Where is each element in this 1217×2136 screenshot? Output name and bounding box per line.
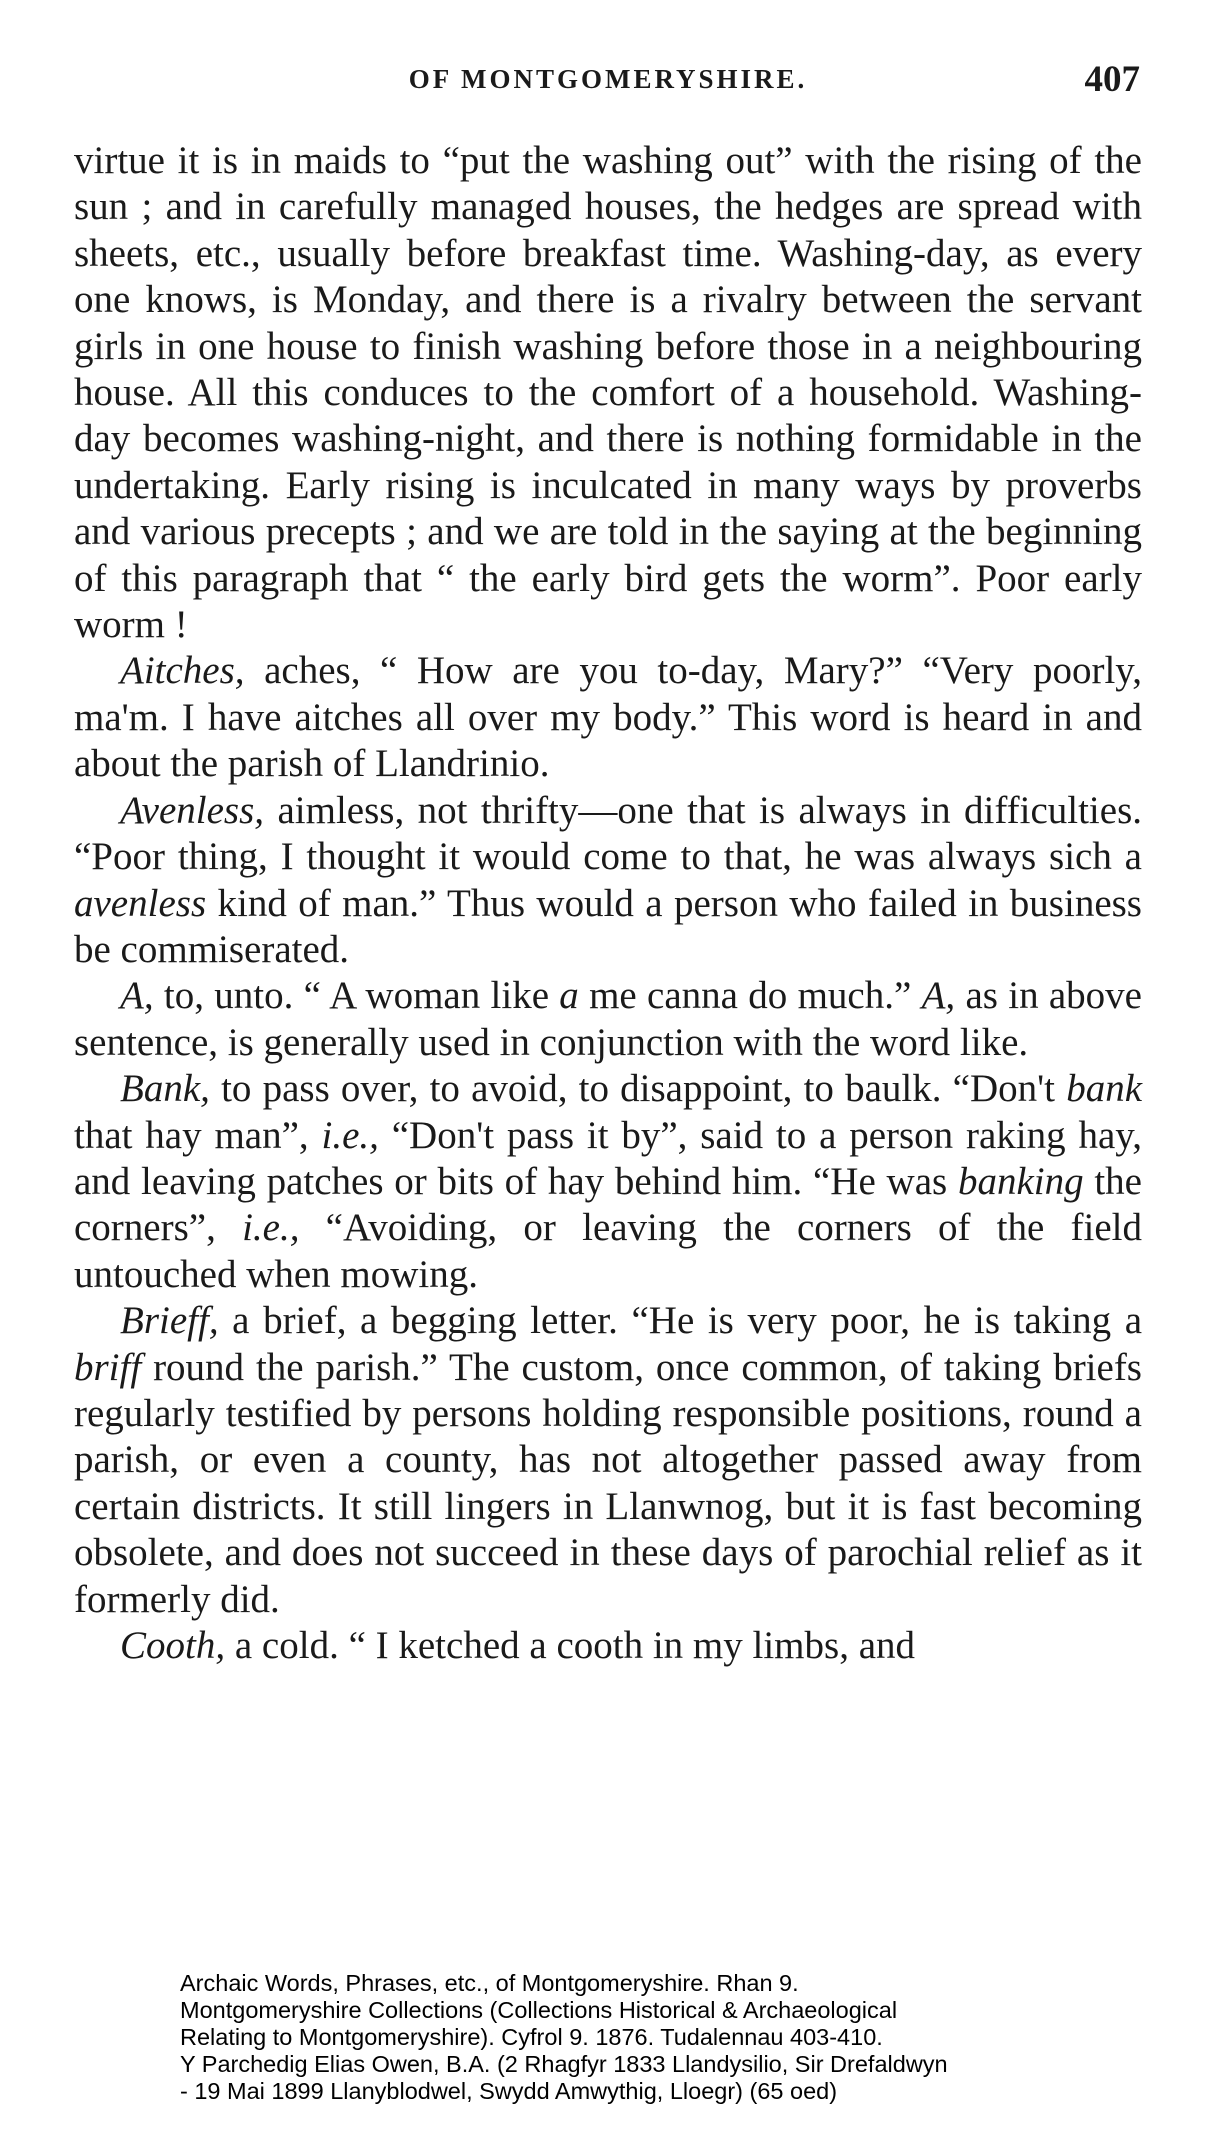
entry-aitches-text: aches, “ How are you to-day, Mary?” “Very poorly, ma'm. I have aitches all over my body.” This word is heard in and about the parish of Llandrinio. <box>74 649 1142 786</box>
entry-bank-text-b: that hay man”, <box>74 1113 322 1157</box>
entry-brieff-text-b: round the parish.” The custom, once common, of taking briefs regularly testified by persons holding responsible positions, round a parish, or even a county, has not altogether passed away from certain districts. It still lingers in Llanwnog, but it is fast becoming obsolete, and does not succeed in these days of parochial relief as it formerly did. <box>74 1345 1142 1621</box>
entry-a-italic: a <box>559 974 579 1018</box>
entry-bank-text-c: “Don't pass it by”, said to a person raking hay, and leaving patches or bits of hay behind him. “He was <box>74 1113 1142 1203</box>
entry-bank <box>74 1066 1142 1298</box>
entry-avenless-text-b: kind of man.” Thus would a person who failed in business be commiserated. <box>74 881 1142 971</box>
headword-aitches: Aitches, <box>120 649 245 693</box>
entry-avenless-italic: avenless <box>74 881 207 925</box>
entry-a-text-c: as in above sentence, is generally used in conjunction with the word like. <box>74 974 1142 1064</box>
source-caption <box>180 1970 1200 2105</box>
entry-cooth <box>74 1623 1142 1669</box>
source-caption-line-3: Relating to Montgomeryshire). Cyfrol 9. 1876. Tudalennau 403-410. <box>180 2024 883 2050</box>
headword-bank: Bank, <box>120 1067 210 1111</box>
body-text <box>74 138 1142 1669</box>
entry-bank-text-a: to pass over, to avoid, to disappoint, to baulk. “Don't <box>209 1067 1067 1111</box>
entry-bank-text-e: “Avoiding, or leaving the corners of the field untouched when mowing. <box>74 1206 1142 1296</box>
source-caption-line-2: Montgomeryshire Collections (Collections Historical & Archaeological <box>180 1997 898 2023</box>
entry-a <box>74 973 1142 1066</box>
entry-avenless <box>74 788 1142 974</box>
entry-bank-ie-2: i.e., <box>242 1206 300 1250</box>
entry-bank-text-d: the corners”, <box>74 1159 1142 1250</box>
headword-avenless: Avenless, <box>120 788 265 832</box>
running-title: OF MONTGOMERYSHIRE. <box>408 64 808 94</box>
headword-brieff: Brieff, <box>120 1299 219 1343</box>
entry-cooth-text: a cold. “ I ketched a cooth in my limbs, and <box>225 1624 915 1667</box>
entry-bank-italic-banking: banking <box>957 1159 1084 1203</box>
headword-a-repeat: A, <box>921 974 956 1018</box>
entry-brieff-italic: briff <box>74 1345 142 1389</box>
source-caption-line-5: - 19 Mai 1899 Llanyblodwel, Swydd Amwythig, Lloegr) (65 oed) <box>180 2078 838 2104</box>
entry-aitches <box>74 648 1142 787</box>
headword-a: A, <box>120 974 154 1018</box>
entry-brieff <box>74 1298 1142 1623</box>
entry-bank-ie-1: i.e., <box>321 1113 379 1157</box>
entry-a-text-a: to, unto. “ A woman like <box>153 974 560 1018</box>
entry-bank-italic-bank: bank <box>1066 1067 1142 1111</box>
source-caption-line-1: Archaic Words, Phrases, etc., of Montgomeryshire. Rhan 9. <box>180 1970 799 1996</box>
headword-cooth: Cooth, <box>120 1624 226 1667</box>
source-caption-line-4: Y Parchedig Elias Owen, B.A. (2 Rhagfyr 1833 Llandysilio, Sir Drefaldwyn <box>180 2051 948 2077</box>
entry-brieff-text-a: a brief, a begging letter. “He is very poor, he is taking a <box>218 1299 1142 1343</box>
page-number: 407 <box>1084 59 1140 100</box>
entry-a-text-b: me canna do much.” <box>578 974 922 1018</box>
running-head <box>74 58 1142 108</box>
entry-avenless-text-a: aimless, not thrifty—one that is always in difficulties. “Poor thing, I thought it would come to that, he was always sich a <box>74 788 1142 879</box>
paragraph-washing-day: virtue it is in maids to “put the washing out” with the rising of the sun ; and in carefully managed houses, the hedges are spread with sheets, etc., usually before breakfast time. Washing-day, as every one knows, is Monday, and there is a rivalry between the servant girls in one house to finish washing before those in a neighbouring house. All this conduces to the comfort of a household. Washing-day becomes washing-night, and there is nothing formidable in the undertaking. Early rising is inculcated in many ways by proverbs and various precepts ; and we are told in the saying at the beginning of this paragraph that “ the early bird gets the worm”. Poor early worm ! <box>74 139 1142 647</box>
